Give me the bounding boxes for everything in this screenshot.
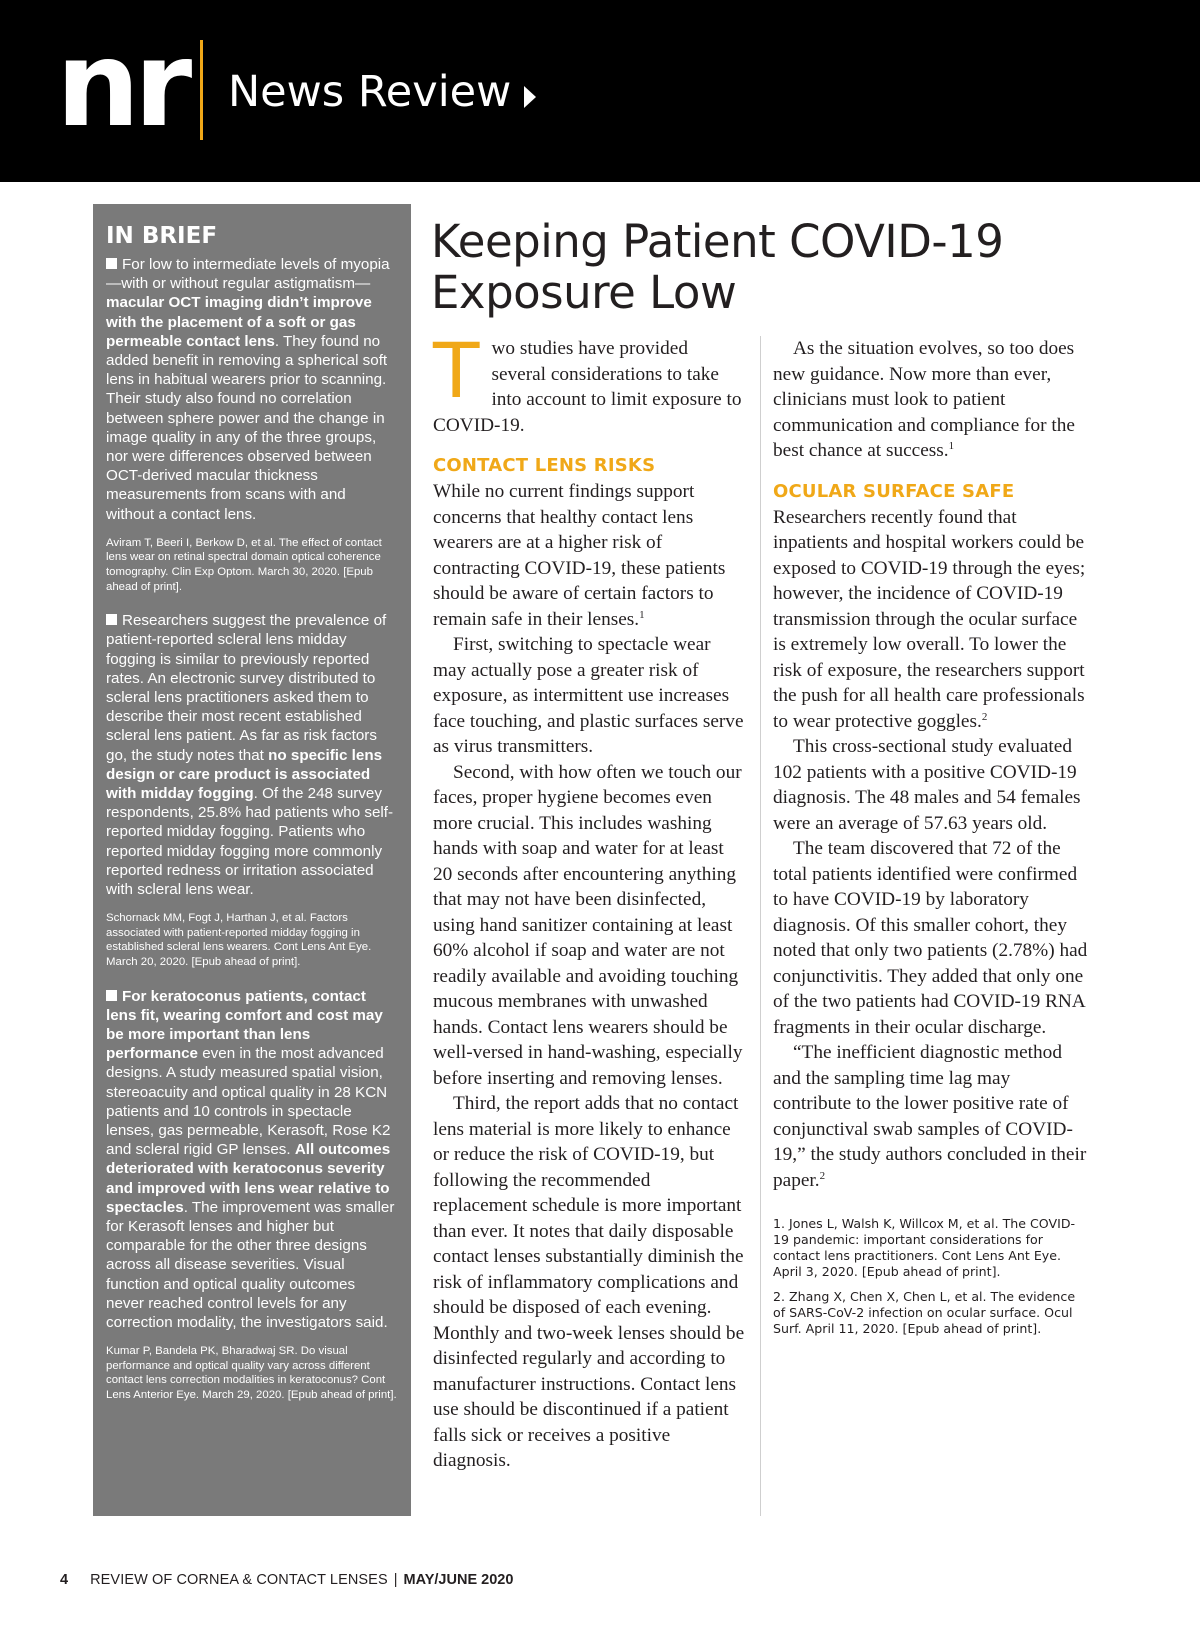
in-brief-heading: IN BRIEF [106, 223, 218, 249]
brief-citation: Aviram T, Beeri I, Berkow D, et al. The effect of contact lens wear on retinal spectral domain optical coherence tomography. Clin Exp Optom. March 30, 2020. [Epub ahead of print]. [106, 536, 382, 593]
body-paragraph [773, 1040, 1091, 1193]
reference-item: 2. Zhang X, Chen X, Chen L, et al. The evidence of SARS-CoV-2 infection on ocular surface. Ocul Surf. April 11, 2020. [Epub ahead of print]. [773, 1289, 1076, 1336]
body-text: “The inefficient diagnostic method and the sampling time lag may contribute to the lower positive rate of conjunctival swab samples of COVID-19,” the study authors concluded in their paper. [773, 1042, 1087, 1191]
in-brief-sidebar [93, 204, 411, 1516]
brief-text: . The improvement was smaller for Kerasoft lenses and higher but comparable for the other three designs across all disease severities. Visual function and optical quality outcomes never reached control levels for any correction modality, the investigators said. [106, 1198, 395, 1332]
reference-item: 1. Jones L, Walsh K, Willcox M, et al. The COVID-19 pandemic: important considerations for contact lens practitioners. Cont Lens Ant Eye. April 3, 2020. [Epub ahead of print]. [773, 1216, 1076, 1279]
brief-item [106, 611, 397, 899]
intro-paragraph [433, 326, 747, 438]
brief-citation: Schornack MM, Fogt J, Harthan J, et al. Factors associated with patient-reported midday fogging in established scleral lens wearers. Cont Lens Ant Eye. March 20, 2020. [Epub ahead of print]. [106, 912, 372, 969]
ref-marker: 2 [819, 1169, 826, 1182]
issue-date: MAY/JUNE 2020 [403, 1572, 514, 1588]
square-bullet-icon [106, 614, 117, 625]
article-title: Keeping Patient COVID-19 Exposure Low [431, 215, 1004, 319]
body-text: While no current findings support concerns that healthy contact lens wearers are at a higher risk of contracting COVID-19, these patients should be aware of certain factors to remain safe in their lenses. [433, 481, 726, 630]
section-title: News Review [228, 67, 512, 117]
page-number: 4 [60, 1572, 69, 1588]
brief-text: For low to intermediate levels of myopia—with or without regular astigmatism— [106, 256, 390, 293]
footer-separator: | [393, 1572, 398, 1588]
brief-highlight: For keratoconus patients, contact lens fit, wearing comfort and cost may be more important than lens performance [106, 987, 383, 1063]
brief-text: . They found no added benefit in removing a spherical soft lens in habitual wearers prior to scanning. Their study also found no correlation between sphere power and the change in image quality in any of the three groups, nor were differences observed between OCT-derived macular thickness measurements from scans with and without a contact lens. [106, 332, 388, 523]
body-paragraph: This cross-sectional study evaluated 102 patients with a positive COVID-19 diagnosis. The 48 males and 54 females were an average of 57.63 years old. [773, 736, 1081, 834]
square-bullet-icon [106, 990, 117, 1001]
intro-text: wo studies have provided several considerations to take into account to limit exposure to COVID-19. [433, 338, 742, 436]
body-paragraph [773, 336, 1091, 464]
masthead [0, 0, 1200, 182]
ref-marker: 2 [981, 710, 988, 723]
brief-item [106, 255, 397, 524]
brief-text: even in the most advanced designs. A study measured spatial vision, stereoacuity and optical quality in 28 KCN patients and 10 controls in spectacle lenses, gas permeable, Kerasoft, Rose K2 and scleral rigid GP lenses. [106, 1045, 391, 1159]
nr-logo: nr [56, 15, 187, 153]
brief-citation: Kumar P, Bandela PK, Bharadwaj SR. Do visual performance and optical quality vary across different contact lens correction modalities in keratoconus? Cont Lens Anterior Eye. March 29, 2020. [Epub ahead of print]. [106, 1345, 397, 1402]
article-column-1 [433, 326, 747, 1474]
body-paragraph: First, switching to spectacle wear may actually pose a greater risk of exposure, as intermittent use increases face touching, and plastic surfaces serve as virus transmitters. [433, 634, 744, 757]
brief-highlight: no specific lens design or care product is associated with midday fogging [106, 746, 383, 803]
page-footer [60, 1572, 513, 1588]
brief-item [106, 987, 397, 1333]
subhead-ocular-surface-safe: OCULAR SURFACE SAFE [773, 480, 1015, 502]
body-paragraph: Second, with how often we touch our faces, proper hygiene becomes even more crucial. This includes washing hands with soap and water for at least 20 seconds after encountering anything that may not have been disinfected, using hand sanitizer containing at least 60% alcohol if soap and water are not readily available and avoiding touching mucous membranes with unwashed hands. Contact lens wearers should be well-versed in hand-washing, especially before inserting and removing lenses. [433, 761, 743, 1089]
body-paragraph: The team discovered that 72 of the total patients identified were confirmed to have COVID-19 by laboratory diagnosis. Of this smaller cohort, they noted that only two patients (2.78%) had conjunctivitis. They added that only one of the two patients had COVID-19 RNA fragments in their ocular discharge. [773, 838, 1088, 1038]
brief-text: . Of the 248 survey respondents, 25.8% had patients who self-reported midday fogging. Patients who reported midday fogging more commonly reported redness or irritation associated with scleral lens wear. [106, 785, 394, 899]
square-bullet-icon [106, 258, 117, 269]
subhead-contact-lens-risks: CONTACT LENS RISKS [433, 455, 656, 476]
brief-text: Researchers suggest the prevalence of patient-reported scleral lens midday fogging is similar to previously reported rates. An electronic survey distributed to scleral lens practitioners asked them to describe their most recent established scleral lens patient. As far as risk factors go, the study notes that [106, 612, 387, 764]
brief-highlight: All outcomes deteriorated with keratoconus severity and improved with lens wear relative to spectacles [106, 1141, 391, 1216]
column-divider [760, 336, 761, 1516]
body-text: Researchers recently found that inpatients and hospital workers could be exposed to COVID-19 through the eyes; however, the incidence of COVID-19 transmission through the ocular surface is extremely low overall. To lower the risk of exposure, the researchers support the push for all health care professionals to wear protective goggles. [773, 506, 1086, 732]
magazine-name: REVIEW OF CORNEA & CONTACT LENSES [90, 1572, 388, 1588]
body-paragraph: Third, the report adds that no contact lens material is more likely to enhance or reduce the risk of COVID-19, but following the recommended replacement schedule is more important than ever. It notes that daily disposable contact lenses substantially diminish the risk of inflammatory complications and should be disposed of each evening. Monthly and two-week lenses should be disinfected regularly and according to manufacturer instructions. Contact lens use should be discontinued if a patient falls sick or receives a positive diagnosis. [433, 1093, 745, 1471]
brief-highlight: macular OCT imaging didn’t improve with the placement of a soft or gas permeable contact lens [106, 294, 372, 350]
body-text: As the situation evolves, so too does new guidance. Now more than ever, clinicians must look to patient communication and compliance for the best chance at success. [773, 338, 1075, 461]
article-column-2 [773, 336, 1091, 1346]
ref-marker: 1 [639, 608, 645, 621]
body-paragraph [773, 505, 1091, 735]
ref-marker: 1 [948, 440, 955, 452]
body-paragraph [433, 479, 747, 632]
play-arrow-icon [524, 86, 536, 108]
logo-divider [200, 40, 203, 140]
drop-cap: T [433, 326, 480, 415]
references [773, 1216, 1091, 1337]
